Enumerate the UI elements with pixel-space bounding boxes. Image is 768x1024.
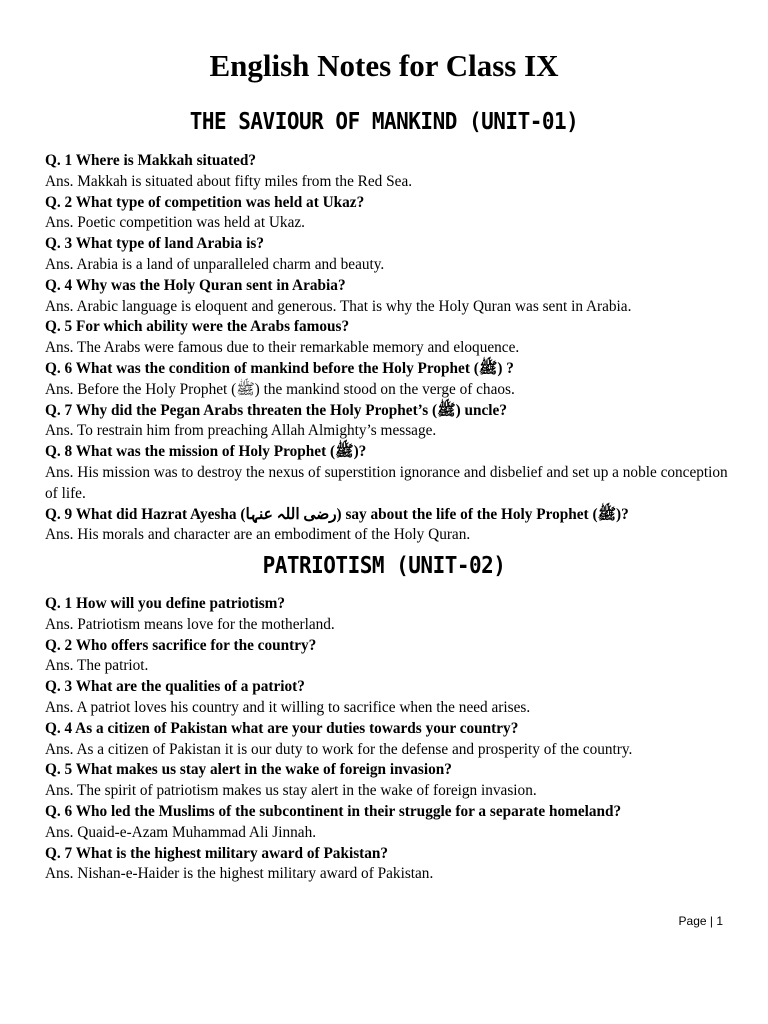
question: Q. 4 Why was the Holy Quran sent in Arabia?	[45, 276, 346, 294]
question: Q. 6 What was the condition of mankind before the Holy Prophet (ﷺ) ?	[45, 359, 514, 377]
answer: Ans. Quaid-e-Azam Muhammad Ali Jinnah.	[45, 823, 317, 841]
answer: Ans. Patriotism means love for the motherland.	[45, 615, 335, 633]
answer: Ans. To restrain him from preaching Allah Almighty’s message.	[45, 422, 437, 440]
answer: Ans. The patriot.	[45, 657, 149, 675]
page-number: Page | 1	[678, 914, 723, 928]
unit-2-heading: PATRIOTISM (UNIT-02)	[262, 551, 506, 579]
unit-2-qa-list	[45, 594, 735, 885]
question: Q. 6 Who led the Muslims of the subcontinent in their struggle for a separate homeland?	[45, 802, 622, 820]
answer: Ans. Makkah is situated about fifty miles from the Red Sea.	[45, 172, 413, 190]
page-number-footer	[679, 912, 723, 930]
answer: Ans. The spirit of patriotism makes us stay alert in the wake of foreign invasion.	[45, 782, 537, 800]
unit-1-qa-list	[45, 151, 735, 546]
question: Q. 2 What type of competition was held at Ukaz?	[45, 193, 365, 211]
question: Q. 3 What type of land Arabia is?	[45, 235, 265, 253]
question: Q. 9 What did Hazrat Ayesha (رضی اللہ عنہا) say about the life of the Holy Prophet (ﷺ)?	[45, 505, 629, 523]
answer: Ans. Nishan-e-Haider is the highest military award of Pakistan.	[45, 865, 434, 883]
answer: Ans. His morals and character are an embodiment of the Holy Quran.	[45, 526, 471, 544]
question: Q. 7 What is the highest military award of Pakistan?	[45, 844, 389, 862]
question: Q. 7 Why did the Pegan Arabs threaten the Holy Prophet’s (ﷺ) uncle?	[45, 401, 507, 419]
answer: Ans. The Arabs were famous due to their remarkable memory and eloquence.	[45, 339, 520, 357]
unit-1-heading: THE SAVIOUR OF MANKIND (UNIT-01)	[189, 107, 579, 135]
question: Q. 1 Where is Makkah situated?	[45, 152, 257, 169]
question: Q. 1 How will you define patriotism?	[45, 595, 286, 612]
answer: Ans. Arabic language is eloquent and generous. That is why the Holy Quran was sent in Arabia.	[45, 297, 632, 315]
answer: Ans. As a citizen of Pakistan it is our duty to work for the defense and prosperity of the country.	[45, 740, 633, 758]
question: Q. 5 For which ability were the Arabs famous?	[45, 318, 350, 336]
answer: Ans. Poetic competition was held at Ukaz.	[45, 214, 305, 232]
document-title: English Notes for Class IX	[209, 48, 559, 83]
question: Q. 8 What was the mission of Holy Prophet (ﷺ)?	[45, 443, 367, 461]
answer: Ans. Before the Holy Prophet (ﷺ) the mankind stood on the verge of chaos.	[45, 380, 515, 398]
answer: Ans. A patriot loves his country and it willing to sacrifice when the need arises.	[45, 698, 531, 716]
answer: Ans. Arabia is a land of unparalleled charm and beauty.	[45, 255, 385, 273]
question: Q. 4 As a citizen of Pakistan what are your duties towards your country?	[45, 719, 519, 737]
answer: Ans. His mission was to destroy the nexus of superstition ignorance and disbelief and set up a noble conception of life.	[45, 463, 728, 502]
question: Q. 3 What are the qualities of a patriot?	[45, 678, 305, 696]
question: Q. 5 What makes us stay alert in the wake of foreign invasion?	[45, 761, 452, 779]
question: Q. 2 Who offers sacrifice for the country?	[45, 636, 317, 654]
